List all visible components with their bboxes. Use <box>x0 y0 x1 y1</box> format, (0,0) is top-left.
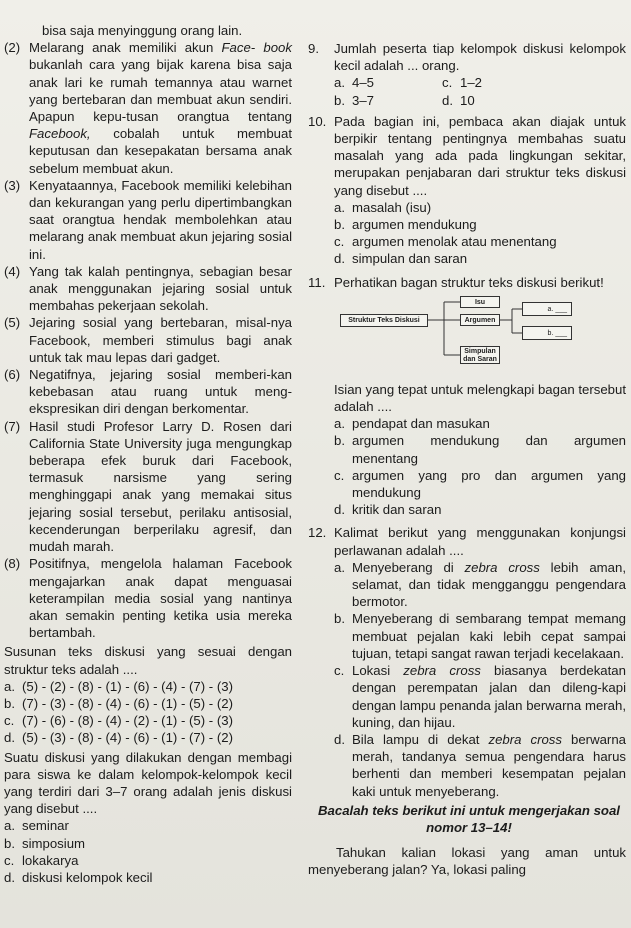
question-9 <box>308 40 626 74</box>
question-number: 9. <box>308 41 319 56</box>
option-letter: a. <box>4 678 15 694</box>
question-text: Suatu diskusi yang dilakukan dengan membagi para siswa ke dalam kelompok-kelompok kecil yang terdiri dari 3–7 orang adalah jenis diskusi yang disebut .... <box>4 749 292 817</box>
option-letter: c. <box>4 852 15 868</box>
reading-instruction: Bacalah teks berikut ini untuk mengerjakan soal nomor 13–14! <box>318 802 620 835</box>
question-11-options <box>308 415 626 518</box>
answer-option[interactable] <box>334 250 626 267</box>
diagram-isu-box: Isu <box>460 296 500 308</box>
option-text: simposium <box>22 835 86 851</box>
paragraph-2: (2) Melarang anak memiliki akun Face- book bukanlah cara yang bijak karena bisa saja anak lari ke rumah temannya atau warnet yang bertebaran dan membuat akun sendiri. Apapun kepu-tusan orangtua tentang Facebook, cobalah untuk membuat keputusan dan kesepakatan bersama anak sebelum membuat akun. <box>4 40 292 176</box>
answer-option[interactable] <box>4 835 292 852</box>
option-letter[interactable]: d. <box>442 92 453 108</box>
diagram-argumen-box: Argumen <box>460 314 500 326</box>
answer-option[interactable] <box>334 610 626 662</box>
paragraph-5 <box>4 314 292 366</box>
option-text: masalah (isu) <box>352 199 432 215</box>
answer-option[interactable] <box>4 869 292 886</box>
answer-option[interactable] <box>334 415 626 432</box>
answer-option[interactable] <box>4 678 292 695</box>
option-letter[interactable]: b. <box>334 92 345 108</box>
answer-option[interactable] <box>334 467 626 501</box>
option-letter: d. <box>4 730 15 746</box>
question-11-ask: Isian yang tepat untuk melengkapi bagan tersebut adalah .... <box>334 381 626 415</box>
option-letter[interactable]: a. <box>334 75 345 91</box>
option-text: (5) - (3) - (8) - (4) - (6) - (1) - (7) - (2) <box>22 730 233 746</box>
reading-passage: Tahukan kalian lokasi yang aman untuk menyeberang jalan? Ya, lokasi paling <box>308 845 626 878</box>
option-text: Bila lampu di dekat zebra cross berwarna merah, tandanya semua pengendara harus berhenti dan memberi kesempatan pejalan kaki untuk menyeberang. <box>352 731 626 799</box>
answer-option[interactable] <box>334 216 626 233</box>
option-text: argumen mendukung <box>352 217 477 233</box>
paragraph-3 <box>4 177 292 263</box>
answer-option[interactable] <box>334 501 626 518</box>
option-text: seminar <box>22 818 69 834</box>
answer-option[interactable] <box>334 432 626 466</box>
option-text: argumen menolak atau menentang <box>352 234 557 250</box>
option-text: argumen yang pro dan argumen yang mendukung <box>352 467 626 501</box>
option-text: lokakarya <box>22 852 79 868</box>
paragraph-number: (5) <box>4 315 21 331</box>
option-text: kritik dan saran <box>352 502 442 518</box>
paragraph-8 <box>4 555 292 641</box>
question-options <box>4 817 292 886</box>
paragraph-4 <box>4 263 292 315</box>
question-sort <box>4 643 292 746</box>
question-number: 12. <box>308 525 327 541</box>
diagram-simpulan-box: Simpulan dan Saran <box>460 346 500 364</box>
question-10-options <box>308 199 626 268</box>
option-text: simpulan dan saran <box>352 251 468 267</box>
question-12 <box>308 524 626 558</box>
option-text: pendapat dan masukan <box>352 416 490 432</box>
option-text[interactable]: 10 <box>460 92 475 108</box>
answer-option[interactable] <box>334 199 626 216</box>
answer-option[interactable] <box>334 559 626 611</box>
paragraph-number: (6) <box>4 367 21 383</box>
paragraph-text: Positifnya, mengelola halaman Facebook mengajarkan anak dapat menguasai keterampilan media sosial yang nantinya akan semakin penting ketika usia mereka bertambah. <box>29 556 292 641</box>
diagram-blank-b-box: b. ___ <box>522 326 572 340</box>
option-letter: a. <box>334 416 345 432</box>
option-letter: a. <box>4 818 15 834</box>
option-letter: c. <box>334 234 345 250</box>
right-column <box>308 40 626 879</box>
paragraph-number: (2) <box>4 40 21 56</box>
paragraph-number: (3) <box>4 177 21 193</box>
option-letter: b. <box>334 611 345 627</box>
question-text: Jumlah peserta tiap kelompok diskusi kelompok kecil adalah ... orang. <box>334 41 626 74</box>
question-text: Pada bagian ini, pembaca akan diajak untuk berpikir tentang pentingnya membahas suatu masalah yang ada pada lingkungan sekitar, merupakan penjabaran dari struktur teks diskusi yang disebut .... <box>334 113 626 198</box>
option-letter: c. <box>4 713 15 729</box>
option-letter: c. <box>334 663 345 679</box>
question-number: 11. <box>308 274 326 290</box>
answer-option[interactable] <box>4 729 292 746</box>
option-letter: b. <box>4 835 15 851</box>
paragraph-number: (4) <box>4 263 21 279</box>
left-column <box>4 22 292 886</box>
structure-diagram <box>340 295 580 375</box>
paragraph-text: Negatifnya, jejaring sosial memberi-kan kebebasan atau ruang untuk meng-ekspresikan diri dengan berkomentar. <box>29 367 292 417</box>
option-text: diskusi kelompok kecil <box>22 869 153 885</box>
option-letter: d. <box>334 731 345 747</box>
option-letter: d. <box>4 869 15 885</box>
question-text: Susunan teks diskusi yang sesuai dengan struktur teks adalah .... <box>4 644 292 677</box>
option-letter: a. <box>334 559 345 575</box>
paragraph-number: (8) <box>4 556 21 572</box>
answer-option[interactable] <box>4 852 292 869</box>
question-text: Perhatikan bagan struktur teks diskusi berikut! <box>334 274 604 290</box>
option-letter: b. <box>4 695 15 711</box>
question-12-options <box>308 559 626 800</box>
answer-option[interactable] <box>4 712 292 729</box>
option-text: Lokasi zebra cross biasanya berdekatan dengan perempatan jalan dan dileng-kapi dengan lampu penanda jalan berwarna merah, kuning, dan hijau. <box>352 663 626 730</box>
question-11 <box>308 274 626 291</box>
question-9-options <box>308 74 626 108</box>
paragraph-6 <box>4 366 292 418</box>
option-text: (7) - (3) - (8) - (4) - (6) - (1) - (5) - (2) <box>22 695 233 711</box>
option-text: (5) - (2) - (8) - (1) - (6) - (4) - (7) - (3) <box>22 678 233 694</box>
diagram-blank-a-box: a. ___ <box>522 302 572 316</box>
question-number: 10. <box>308 113 327 129</box>
option-text: argumen mendukung dan argumen menentang <box>352 433 626 466</box>
answer-option[interactable] <box>334 233 626 250</box>
option-text[interactable]: 3–7 <box>352 92 375 108</box>
answer-option[interactable] <box>334 731 626 800</box>
option-text[interactable]: 1–2 <box>460 75 483 91</box>
option-text: Menyeberang di sembarang tempat memang membuat pejalan kaki lebih cepat sampai tujuan, tetapi sangat rawan terjadi kecelakaan. <box>352 611 626 661</box>
paragraph-7 <box>4 418 292 556</box>
paragraph-1-end: bisa saja menyinggung orang lain. <box>42 23 243 38</box>
paragraph-text: Kenyataannya, Facebook memiliki kelebihan dan kekurangan yang perlu dipertimbangkan saat orangtua hendak membolehkan atau melarang anak membuat akun jejaring sosial ini. <box>29 177 292 262</box>
option-letter: a. <box>334 199 345 215</box>
paragraph-text: Yang tak kalah pentingnya, sebagian besar anak menggunakan jejaring sosial untuk membahas pekerjaan sekolah. <box>29 263 292 314</box>
option-letter: d. <box>334 251 345 267</box>
question-10 <box>308 113 626 199</box>
option-letter: b. <box>334 433 345 449</box>
paragraph-text: Jejaring sosial yang bertebaran, misal-nya Facebook, memberi stimulus bagi anak untuk tak mau lepas dari gadget. <box>29 315 292 365</box>
option-letter: b. <box>334 217 345 233</box>
option-letter[interactable]: c. <box>442 75 453 91</box>
question-text: Kalimat berikut yang menggunakan konjungsi perlawanan adalah .... <box>334 525 626 558</box>
question-options <box>4 678 292 747</box>
paragraph-text: Hasil studi Profesor Larry D. Rosen dari California State University juga mengungkap beberapa efek buruk dari Facebook, termasuk narsisme yang sering menghinggapi anak yang memakai situs jejaring sosial tersebut, perilaku antisosial, kecenderungan berperilaku agresif, dan mudah marah. <box>29 418 292 555</box>
answer-option[interactable] <box>4 695 292 712</box>
paragraph-number: (7) <box>4 418 21 434</box>
option-letter: d. <box>334 502 345 518</box>
option-text[interactable]: 4–5 <box>352 75 375 91</box>
diagram-root-box: Struktur Teks Diskusi <box>340 314 428 327</box>
option-text: (7) - (6) - (8) - (4) - (2) - (1) - (5) - (3) <box>22 713 233 729</box>
question-genre <box>4 749 292 887</box>
option-text: Menyeberang di zebra cross lebih aman, selamat, dan tidak mengganggu pengendara bermotor. <box>352 559 626 610</box>
answer-option[interactable] <box>4 817 292 834</box>
answer-option[interactable] <box>334 662 626 731</box>
option-letter: c. <box>334 467 345 483</box>
